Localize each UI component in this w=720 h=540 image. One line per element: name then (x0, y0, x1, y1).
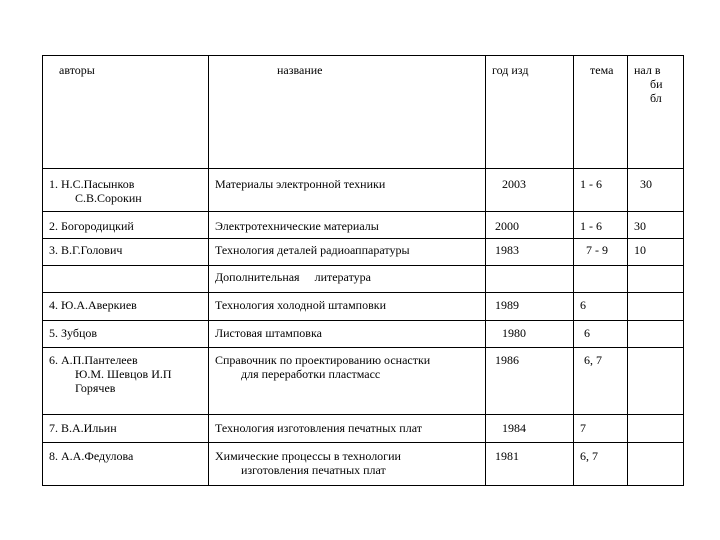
copies-cell: 30 (628, 212, 684, 239)
year-cell: 1980 (486, 321, 574, 348)
copies-cell: 30 (628, 169, 684, 212)
header-title: название (209, 56, 486, 169)
authors-cell: 8. А.А.Федулова (43, 443, 209, 486)
title-cell: Химические процессы в технологии изготовления печатных плат (209, 443, 486, 486)
copies-cell (628, 293, 684, 321)
header-copies: нал в би бл (628, 56, 684, 169)
table-row (43, 321, 684, 348)
year-cell: 1989 (486, 293, 574, 321)
table-row (43, 415, 684, 443)
authors-cell: 1. Н.С.Пасынков С.В.Сорокин (43, 169, 209, 212)
topic-cell: 7 - 9 (574, 239, 628, 266)
header-topic: тема (574, 56, 628, 169)
title-cell: Материалы электронной техники (209, 169, 486, 212)
section-row (43, 266, 684, 293)
year-cell: 1986 (486, 348, 574, 415)
title-cell: Электротехнические материалы (209, 212, 486, 239)
table-row (43, 212, 684, 239)
table-row (43, 293, 684, 321)
section-label: Дополнительная литература (209, 266, 486, 293)
authors-cell: 6. А.П.Пантелеев Ю.М. Шевцов И.П Горячев (43, 348, 209, 415)
copies-cell (628, 415, 684, 443)
header-year: год изд (486, 56, 574, 169)
topic-cell: 6 (574, 293, 628, 321)
year-cell: 2003 (486, 169, 574, 212)
title-cell: Технология изготовления печатных плат (209, 415, 486, 443)
authors-cell: 3. В.Г.Голович (43, 239, 209, 266)
authors-cell: 5. Зубцов (43, 321, 209, 348)
title-cell: Справочник по проектированию оснастки для переработки пластмасс (209, 348, 486, 415)
year-cell: 1984 (486, 415, 574, 443)
year-cell: 1981 (486, 443, 574, 486)
copies-cell (628, 443, 684, 486)
table-row (43, 239, 684, 266)
title-cell: Технология холодной штамповки (209, 293, 486, 321)
authors-cell: 2. Богородицкий (43, 212, 209, 239)
topic-cell: 1 - 6 (574, 212, 628, 239)
title-cell: Технология деталей радиоаппаратуры (209, 239, 486, 266)
literature-table (42, 55, 684, 486)
header-row (43, 56, 684, 169)
authors-cell: 7. В.А.Ильин (43, 415, 209, 443)
copies-cell (628, 348, 684, 415)
table-row (43, 443, 684, 486)
topic-cell: 6, 7 (574, 443, 628, 486)
topic-cell: 6, 7 (574, 348, 628, 415)
authors-cell: 4. Ю.А.Аверкиев (43, 293, 209, 321)
copies-cell: 10 (628, 239, 684, 266)
topic-cell: 7 (574, 415, 628, 443)
table-row (43, 348, 684, 415)
topic-cell: 6 (574, 321, 628, 348)
table-row (43, 169, 684, 212)
header-authors: авторы (43, 56, 209, 169)
year-cell: 2000 (486, 212, 574, 239)
title-cell: Листовая штамповка (209, 321, 486, 348)
copies-cell (628, 321, 684, 348)
year-cell: 1983 (486, 239, 574, 266)
topic-cell: 1 - 6 (574, 169, 628, 212)
